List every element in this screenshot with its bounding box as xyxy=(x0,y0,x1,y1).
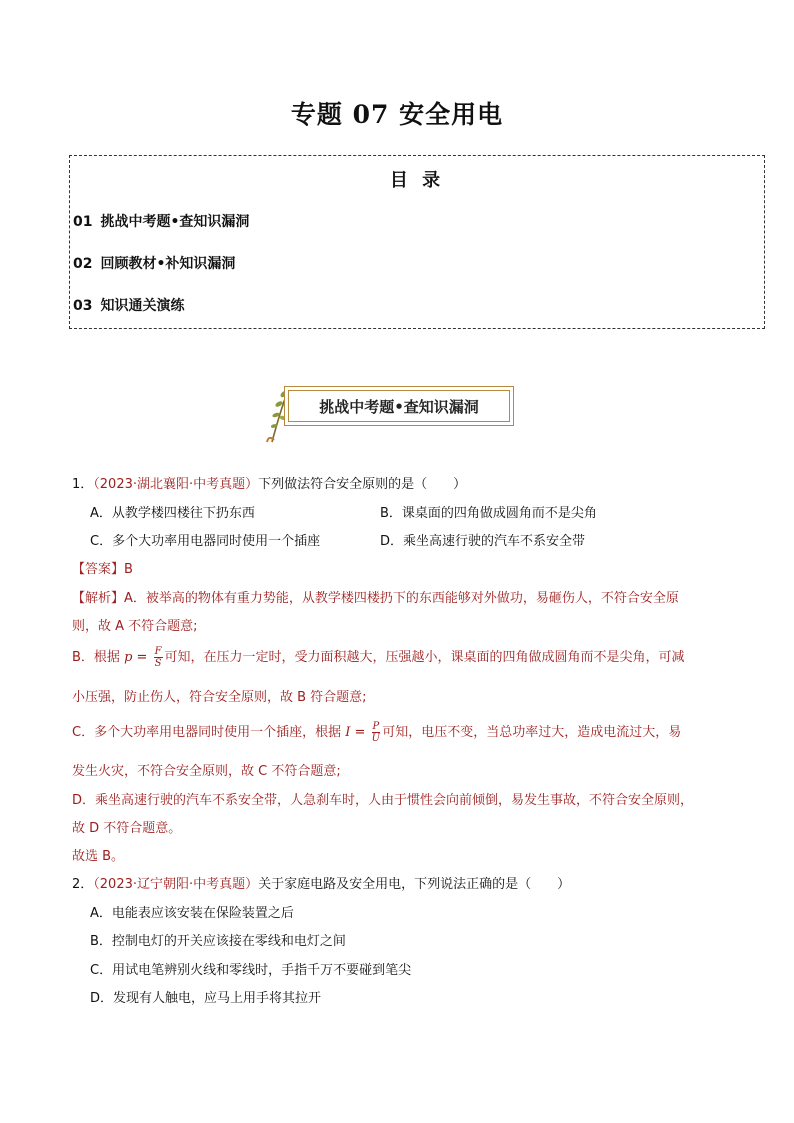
question-number: 2． xyxy=(72,877,94,892)
toc-item-label: 回顾教材•补知识漏洞 xyxy=(100,256,236,272)
formula-denominator: S xyxy=(154,658,162,669)
option-b: B．控制电灯的开关应该接在零线和电灯之间 xyxy=(90,934,346,949)
question-number: 1． xyxy=(72,477,94,492)
option-b: B．课桌面的四角做成圆角而不是尖角 xyxy=(380,506,597,521)
analysis-b-line2: 小压强，防止伤人，符合安全原则，故 B 符合题意; xyxy=(72,690,367,705)
formula-current xyxy=(372,721,381,744)
analysis-c-line1: C．多个大功率用电器同时使用一个插座，根据 I = $\frac{P}{U}$ 可知，电压不变，当总功率过大，造成电流过大，易 xyxy=(72,721,682,744)
toc-item[interactable] xyxy=(73,295,184,315)
banner-frame xyxy=(284,386,514,426)
analysis-d-line1: D．乘坐高速行驶的汽车不系安全带，人急刹车时，人由于惯性会向前倾倒，易发生事故，不符合安全原则， xyxy=(72,793,694,808)
analysis-c-lead: C．多个大功率用电器同时使用一个插座，根据 xyxy=(72,725,342,740)
analysis-a-line2: 则，故 A 不符合题意; xyxy=(72,619,198,634)
analysis-c-rest: 可知，电压不变，当总功率过大，造成电流过大，易 xyxy=(382,725,682,740)
option-c: C．多个大功率用电器同时使用一个插座 xyxy=(90,534,321,549)
question-text: 下列做法符合安全原则的是（ ） xyxy=(258,477,467,492)
toc-item-number: 02 xyxy=(73,256,93,272)
question-source: （2023·辽宁朝阳·中考真题） xyxy=(93,877,259,892)
analysis-a-line1: 【解析】A．被举高的物体有重力势能，从教学楼四楼扔下的东西能够对外做功，易砸伤人，不符合安全原 xyxy=(72,591,679,606)
option-c: C．用试电笔辨别火线和零线时，手指千万不要碰到笔尖 xyxy=(90,963,412,978)
option-a: A．从教学楼四楼往下扔东西 xyxy=(90,506,255,521)
toc-item-number: 01 xyxy=(73,214,93,230)
banner-title: 挑战中考题•查知识漏洞 xyxy=(319,398,479,416)
question-1-stem xyxy=(72,473,466,492)
analysis-c-line2: 发生火灾，不符合安全原则，故 C 不符合题意; xyxy=(72,764,341,779)
toc-item-label: 知识通关演练 xyxy=(100,298,185,314)
analysis-b-rest: 可知，在压力一定时，受力面积越大，压强越小，课桌面的四角做成圆角而不是尖角，可减 xyxy=(164,650,685,665)
option-d: D．发现有人触电，应马上用手将其拉开 xyxy=(90,991,322,1006)
formula-numerator: F xyxy=(154,646,162,657)
answer: 【答案】B xyxy=(72,562,133,577)
option-a: A．电能表应该安装在保险装置之后 xyxy=(90,906,294,921)
analysis-d-line2: 故 D 不符合题意。 xyxy=(72,821,182,836)
toc-item-number: 03 xyxy=(73,298,93,314)
formula-pressure xyxy=(154,646,163,669)
question-source: （2023·湖北襄阳·中考真题） xyxy=(93,477,259,492)
formula-denominator: U xyxy=(371,733,381,744)
toc-heading: 目 录 xyxy=(389,170,445,191)
page-title: 专题 07 安全用电 xyxy=(290,100,504,129)
formula-numerator: P xyxy=(372,721,380,732)
toc-item-label: 挑战中考题•查知识漏洞 xyxy=(100,214,250,230)
toc-item[interactable] xyxy=(73,253,235,273)
formula-pressure-var: p xyxy=(124,650,133,665)
toc-item[interactable] xyxy=(73,211,249,231)
question-2-stem xyxy=(72,873,570,892)
option-d: D．乘坐高速行驶的汽车不系安全带 xyxy=(380,534,586,549)
analysis-b-line1: B．根据 p = $\frac{F}{S}$ 可知，在压力一定时，受力面积越大，压强越小，课桌面的四角做成圆角而不是尖角，可减 xyxy=(72,646,685,669)
section-banner xyxy=(262,382,522,442)
formula-current-var: I xyxy=(345,725,351,740)
table-of-contents xyxy=(69,155,765,329)
question-text: 关于家庭电路及安全用电，下列说法正确的是（ ） xyxy=(258,877,571,892)
analysis-b-lead: B．根据 xyxy=(72,650,120,665)
analysis-conclusion: 故选 B。 xyxy=(72,849,125,864)
